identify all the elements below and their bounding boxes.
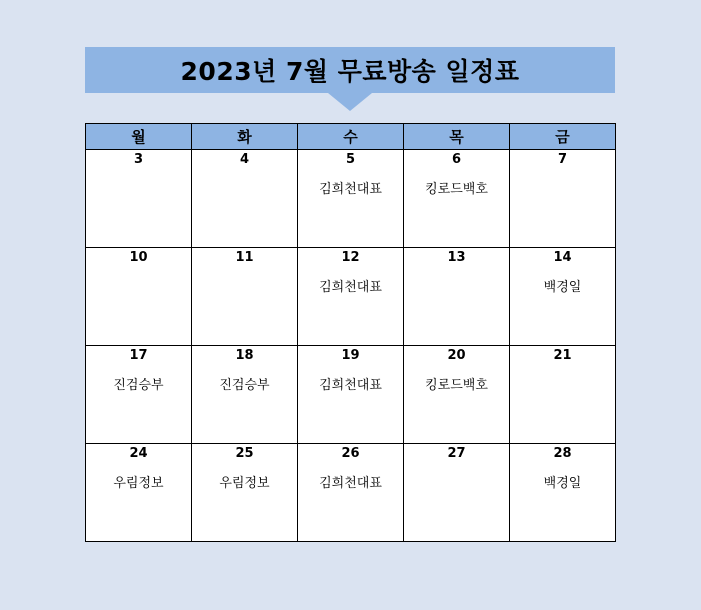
- day-cell: [86, 248, 192, 346]
- event-label: 진검승부: [113, 378, 164, 393]
- event-label: 킹로드백호: [425, 378, 488, 393]
- day-cell: [298, 346, 404, 444]
- day-number: 12: [341, 250, 360, 265]
- day-cell: [298, 150, 404, 248]
- event-label: 백경일: [543, 476, 582, 491]
- week-row-4: [86, 444, 616, 542]
- day-number: 6: [451, 152, 462, 167]
- day-cell: [192, 346, 298, 444]
- day-number: 14: [553, 250, 572, 265]
- weekday-header-fri: 금: [510, 124, 616, 150]
- event-label: 우림정보: [219, 476, 270, 491]
- event-label: 김희천대표: [319, 476, 382, 491]
- event-label: 킹로드백호: [425, 182, 488, 197]
- day-number: 20: [447, 348, 466, 363]
- event-label: 김희천대표: [319, 182, 382, 197]
- week-row-2: [86, 248, 616, 346]
- day-number: 3: [133, 152, 144, 167]
- event-label: 김희천대표: [319, 280, 382, 295]
- day-number: 24: [129, 446, 148, 461]
- day-number: 13: [447, 250, 466, 265]
- day-cell: [510, 248, 616, 346]
- day-cell: [192, 444, 298, 542]
- day-cell: [404, 346, 510, 444]
- day-number: 18: [235, 348, 254, 363]
- weekday-header-wed: 수: [298, 124, 404, 150]
- event-label: 백경일: [543, 280, 582, 295]
- week-row-3: [86, 346, 616, 444]
- event-label: 김희천대표: [319, 378, 382, 393]
- weekday-header-thu: 목: [404, 124, 510, 150]
- day-cell: [404, 150, 510, 248]
- day-cell: [510, 150, 616, 248]
- day-number: 27: [447, 446, 466, 461]
- weekday-header-mon: 월: [86, 124, 192, 150]
- day-cell: [86, 444, 192, 542]
- day-cell: [86, 346, 192, 444]
- day-cell: [510, 346, 616, 444]
- day-cell: [192, 248, 298, 346]
- title-banner: [85, 47, 615, 93]
- day-cell: [510, 444, 616, 542]
- day-number: 7: [557, 152, 568, 167]
- day-cell: [404, 248, 510, 346]
- day-number: 21: [553, 348, 572, 363]
- day-number: 26: [341, 446, 360, 461]
- day-number: 10: [129, 250, 148, 265]
- day-number: 19: [341, 348, 360, 363]
- weekday-header-tue: 화: [192, 124, 298, 150]
- day-cell: [298, 444, 404, 542]
- event-label: 우림정보: [113, 476, 164, 491]
- page-title: 2023년 7월 무료방송 일정표: [180, 57, 520, 86]
- weekday-header-row: [86, 124, 616, 150]
- banner-pointer-arrow: [328, 93, 372, 111]
- day-number: 4: [239, 152, 250, 167]
- event-label: 진검승부: [219, 378, 270, 393]
- day-number: 28: [553, 446, 572, 461]
- day-cell: [298, 248, 404, 346]
- day-cell: [86, 150, 192, 248]
- week-row-1: [86, 150, 616, 248]
- day-number: 17: [129, 348, 148, 363]
- day-number: 5: [345, 152, 356, 167]
- schedule-calendar: [85, 123, 616, 542]
- day-number: 25: [235, 446, 254, 461]
- day-cell: [404, 444, 510, 542]
- day-number: 11: [235, 250, 254, 265]
- day-cell: [192, 150, 298, 248]
